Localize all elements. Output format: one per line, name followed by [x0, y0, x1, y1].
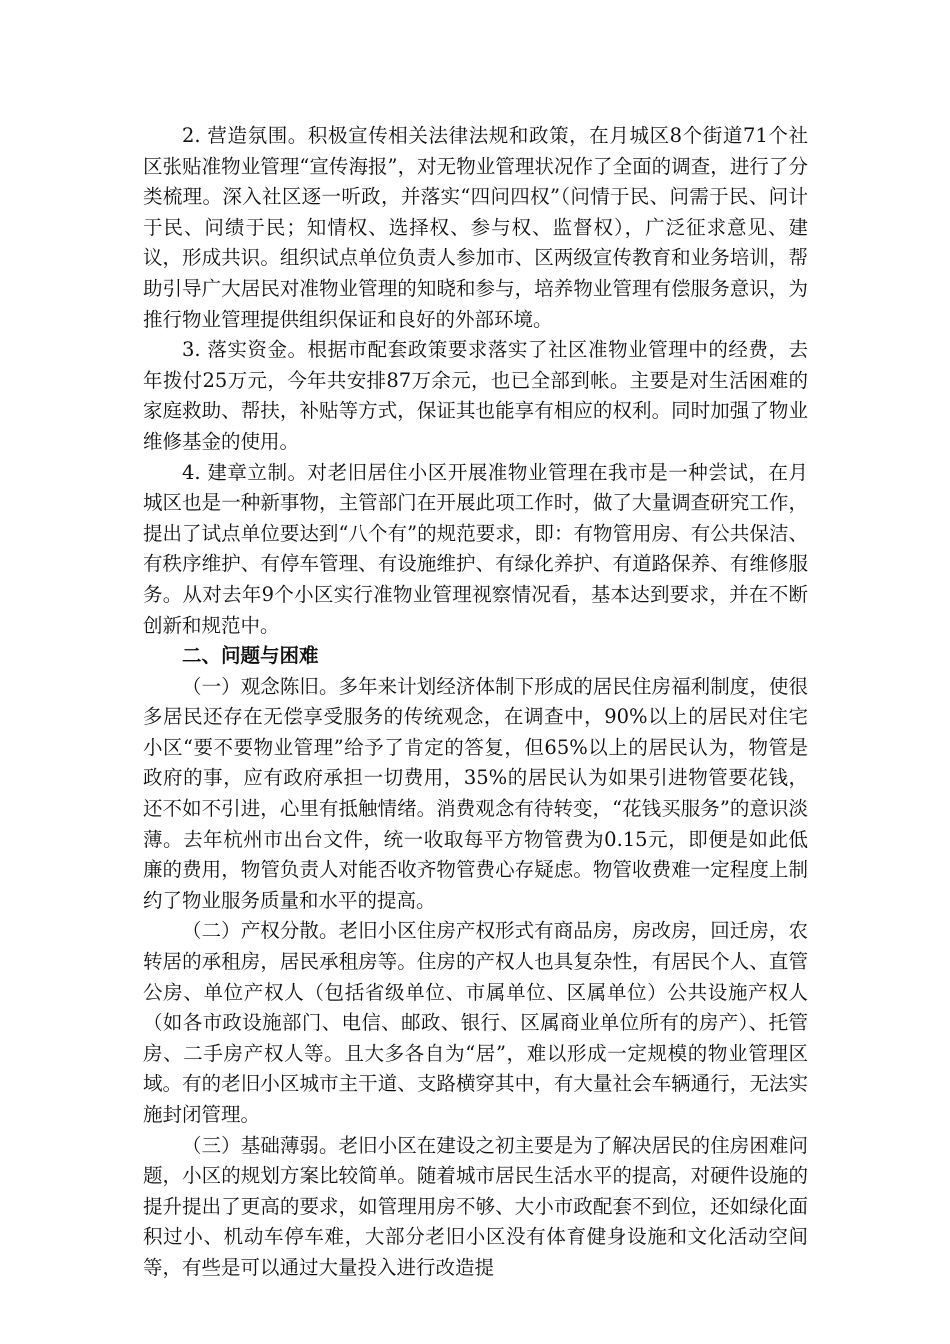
section-heading: 二、问题与困难 [182, 644, 319, 668]
document-body [143, 121, 808, 1284]
paragraph-weak-foundation: （三）基础薄弱。老旧小区在建设之初主要是为了解决居民的住房困难问题，小区的规划方案比较简单。随着城市居民生活水平的提高，对硬件设施的提升提出了更高的要求，如管理用房不够、大小市政配套不到位，还如绿化面积过小、机动车停车难，大部分老旧小区没有体育健身设施和文化活动空间等，有些是可以通过大量投入进行改造提 [143, 1133, 808, 1279]
paragraph-scattered-property-rights: （二）产权分散。老旧小区住房产权形式有商品房，房改房，回迁房，农转居的承租房，居民承租房等。住房的产权人也具复杂性，有居民个人、直管公房、单位产权人（包括省级单位、市属单位、区属单位）公共设施产权人（如各市政设施部门、电信、邮政、银行、区属商业单位所有的房产）、托管房、二手房产权人等。且大多各自为“居”，难以形成一定规模的物业管理区域。有的老旧小区城市主干道、支路横穿其中，有大量社会车辆通行，无法实施封闭管理。 [143, 919, 808, 1126]
paragraph-funding: 3. 落实资金。根据市配套政策要求落实了社区准物业管理中的经费，去年拨付25万元，今年共安排87万余元，也已全部到帐。主要是对生活困难的家庭救助、帮扶，补贴等方式，保证其也能享有相应的权利。同时加强了物业维修基金的使用。 [143, 338, 808, 453]
paragraph-outdated-concepts: （一）观念陈旧。多年来计划经济体制下形成的居民住房福利制度，使很多居民还存在无偿享受服务的传统观念，在调查中，90%以上的居民对住宅小区“要不要物业管理”给予了肯定的答复，但65%以上的居民认为，物管是政府的事，应有政府承担一切费用，35%的居民认为如果引进物管要花钱，还不如不引进，心里有抵触情绪。消费观念有待转变，“花钱买服务”的意识淡薄。去年杭州市出台文件，统一收取每平方物管费为0.15元，即便是如此低廉的费用，物管负责人对能否收齐物管费心存疑虑。物管收费难一定程度上制约了物业服务质量和水平的提高。 [143, 674, 808, 912]
paragraph-regulations: 4. 建章立制。对老旧居住小区开展准物业管理在我市是一种尝试，在月城区也是一种新事物，主管部门在开展此项工作时，做了大量调查研究工作，提出了试点单位要达到“八个有”的规范要求，即：有物管用房、有公共保洁、有秩序维护、有停车管理、有设施维护、有绿化养护、有道路保养、有维修服务。从对去年9个小区实行准物业管理视察情况看，基本达到要求，并在不断创新和规范中。 [143, 460, 808, 637]
paragraph-publicity: 2. 营造氛围。积极宣传相关法律法规和政策，在月城区8个街道71个社区张贴准物业管理“宣传海报”，对无物业管理状况作了全面的调查，进行了分类梳理。深入社区逐一听政，并落实“四问四权”（问情于民、问需于民、问计于民、问绩于民；知情权、选择权、参与权、监督权），广泛征求意见、建议，形成共识。组织试点单位负责人参加市、区两级宣传教育和业务培训，帮助引导广大居民对准物业管理的知晓和参与，培养物业管理有偿服务意识，为推行物业管理提供组织保证和良好的外部环境。 [143, 124, 808, 331]
